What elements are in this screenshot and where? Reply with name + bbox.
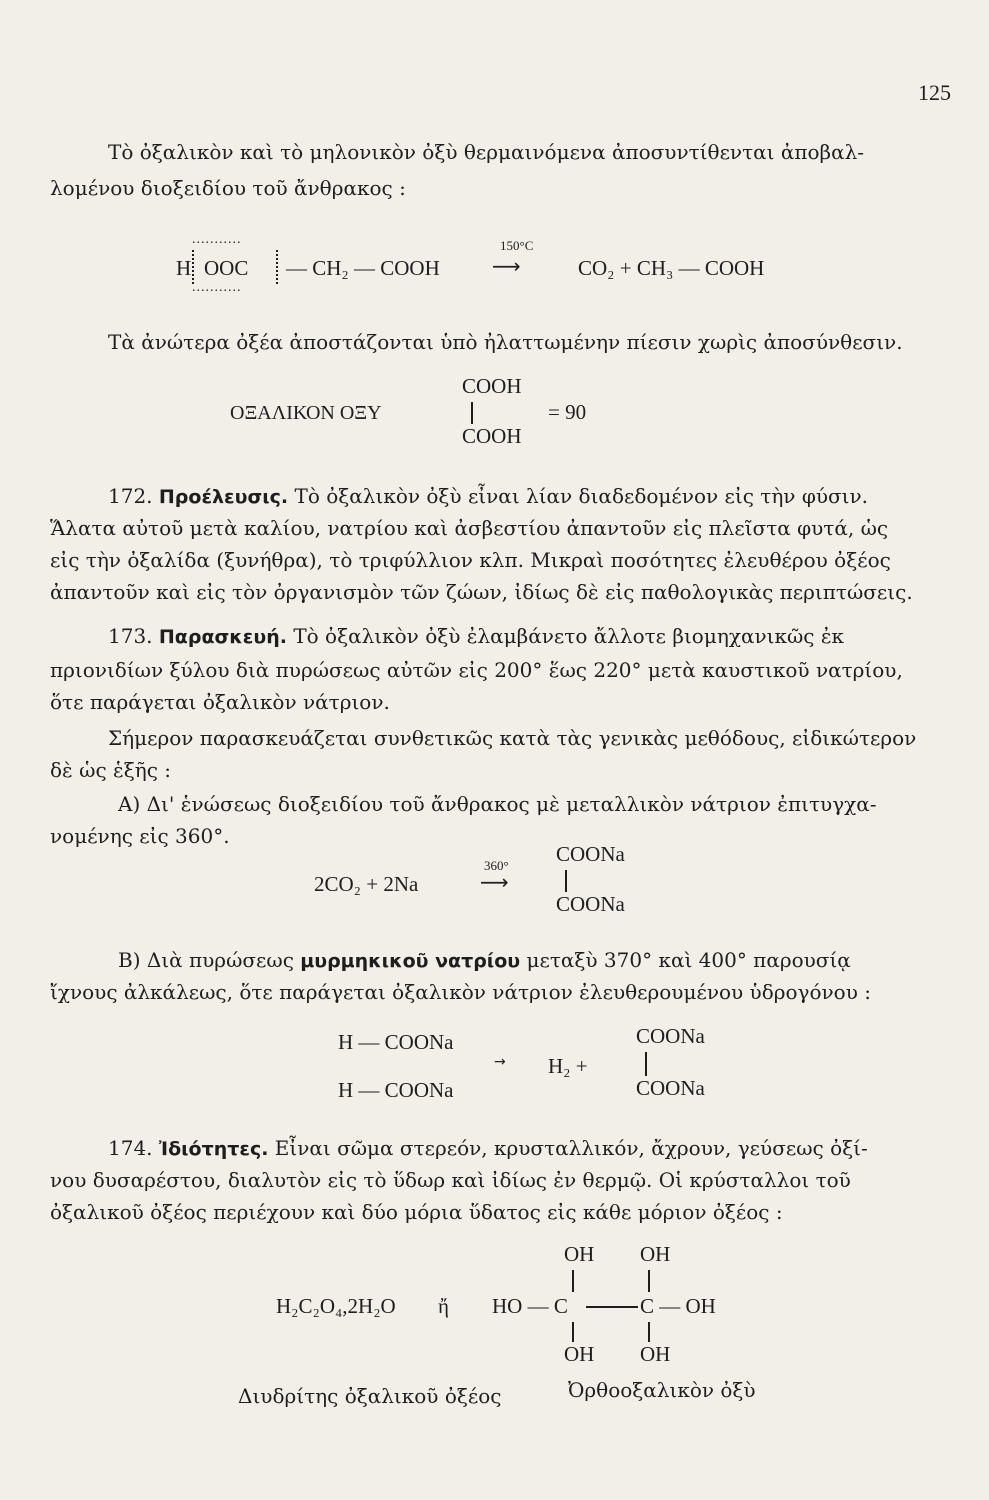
hydrate-oh-bottom-right: OH — [640, 1342, 671, 1366]
section-173-line-2: πριονιδίων ξύλου διὰ πυρώσεως αὐτῶν εἰς 200° ἕως 220° μετὰ καυστικοῦ νατρίου, — [50, 658, 903, 682]
section-172-line-4: ἀπαντοῦν καὶ εἰς τὸν ὀργανισμὸν τῶν ζώων, ἰδίως δὲ εἰς παθολογικὰς περιπτώσεις. — [50, 580, 913, 604]
hydrate-or: ἤ — [438, 1294, 449, 1318]
section-174-line-1 — [108, 1132, 868, 1165]
reaction1-products: CO₂ + CH₃ — COOH — [578, 256, 765, 280]
section-174-line-3: ὀξαλικοῦ ὀξέος περιέχουν καὶ δύο μόρια ὕδατος εἰς κάθε μόριον ὀξέος : — [50, 1200, 783, 1224]
method-b-bold: μυρμηκικοῦ νατρίου — [300, 950, 521, 972]
reaction3-arrow: → — [494, 1054, 506, 1070]
oxalic-acid-name: ΟΞΑΛΙΚΟΝ ΟΞΥ — [230, 402, 382, 424]
hydrate-ho-c: HO — C — [492, 1294, 568, 1318]
section-174-line-2: νου δυσαρέστου, διαλυτὸν εἰς τὸ ὕδωρ καὶ ἰδίως ἐν θερμῷ. Οἱ κρύσταλλοι τοῦ — [50, 1168, 851, 1192]
section-173-number: 173. — [108, 624, 153, 648]
reaction2-coona-bottom: COONa — [556, 892, 625, 916]
reaction3-left-bottom: H — COONa — [338, 1078, 454, 1102]
reaction1-arrow: ⟶ — [492, 254, 521, 278]
section-172-line-1 — [108, 480, 868, 513]
hydrate-oh-top-left: OH — [564, 1242, 595, 1266]
reaction2-coona-top: COONa — [556, 842, 625, 866]
method-a-line-2: νομένης εἰς 360°. — [50, 824, 230, 848]
method-a-line-1: Α) Δι' ἑνώσεως διοξειδίου τοῦ ἄνθρακος μὲ μεταλλικὸν νάτριον ἐπιτυγχα- — [118, 792, 877, 816]
reaction3-h2: H₂ + — [548, 1054, 588, 1078]
reaction2-condition: 360° — [484, 858, 509, 873]
hydrate-cc-bond — [586, 1306, 638, 1308]
hydrate-oh-bottom-left: OH — [564, 1342, 595, 1366]
reaction3-bond — [645, 1052, 647, 1076]
reaction3-coona-top: COONa — [636, 1024, 705, 1048]
section-174-title: Ἰδιότητες. — [158, 1138, 269, 1160]
reaction1-rest: — CH₂ — COOH — [286, 256, 440, 280]
oxalic-cooh-top: COOH — [462, 374, 522, 398]
reaction1-ooc: OOC — [204, 256, 249, 280]
method-b-prefix: Β) Διὰ πυρώσεως — [118, 948, 294, 972]
higher-acids-text: Τὰ ἀνώτερα ὀξέα ἀποστάζονται ὑπὸ ἠλαττωμένην πίεσιν χωρὶς ἀποσύνθεσιν. — [108, 330, 903, 354]
hydrate-c-oh: C — OH — [640, 1294, 716, 1318]
section-173-line-1 — [108, 620, 844, 653]
reaction1-dots-bottom: ........... — [192, 280, 242, 295]
reaction1-dots-top: ........... — [192, 232, 242, 247]
reaction2-reactants: 2CO₂ + 2Na — [314, 872, 419, 896]
section-173-text-1: Τὸ ὀξαλικὸν ὀξὺ ἐλαμβάνετο ἄλλοτε βιομηχανικῶς ἐκ — [293, 624, 845, 648]
section-173-line-5: δὲ ὡς ἑξῆς : — [50, 758, 172, 782]
hydrate-formula: H₂C₂O₄,2H₂O — [276, 1294, 396, 1318]
reaction1-dotted-right — [276, 250, 278, 284]
section-173-title: Παρασκευή. — [158, 626, 287, 648]
reaction3-coona-bottom: COONa — [636, 1076, 705, 1100]
section-172-line-3: εἰς τὴν ὀξαλίδα (ξυνήθρα), τὸ τριφύλλιον κλπ. Μικραὶ ποσότητες ἐλευθέρου ὀξέος — [50, 548, 891, 572]
page-number: 125 — [918, 80, 951, 105]
hydrate-bond-bottom-left — [572, 1322, 574, 1342]
hydrate-label-left: Διυδρίτης ὀξαλικοῦ ὀξέος — [238, 1384, 502, 1408]
method-b-line-2: ἴχνους ἀλκάλεως, ὅτε παράγεται ὀξαλικὸν νάτριον ἐλευθερουμένου ὑδρογόνου : — [50, 980, 871, 1004]
hydrate-bond-bottom-right — [648, 1322, 650, 1342]
hydrate-label-right: Ὀρθοοξαλικὸν ὀξὺ — [568, 1378, 756, 1402]
method-b-suffix: μεταξὺ 370° καὶ 400° παρουσίᾳ — [526, 948, 851, 972]
reaction1-h: H — [176, 256, 192, 280]
reaction1-dotted-left — [192, 250, 194, 284]
intro-line-1: Τὸ ὀξαλικὸν καὶ τὸ μηλονικὸν ὀξὺ θερμαινόμενα ἀποσυντίθενται ἀποβαλ- — [108, 140, 865, 164]
section-173-line-4: Σήμερον παρασκευάζεται συνθετικῶς κατὰ τὰς γενικὰς μεθόδους, εἰδικώτερον — [108, 726, 917, 750]
section-174-text-1: Εἶναι σῶμα στερεόν, κρυσταλλικόν, ἄχρουν, γεύσεως ὀξί- — [274, 1136, 868, 1160]
section-172-number: 172. — [108, 484, 153, 508]
section-172-title: Προέλευσις. — [158, 486, 289, 508]
hydrate-bond-top-right — [648, 1270, 650, 1292]
reaction2-bond — [565, 870, 567, 892]
hydrate-bond-top-left — [572, 1270, 574, 1292]
intro-line-2: λομένου διοξειδίου τοῦ ἄνθρακος : — [50, 176, 406, 200]
section-173-line-3: ὅτε παράγεται ὀξαλικὸν νάτριον. — [50, 690, 390, 714]
reaction2-arrow: ⟶ — [480, 870, 509, 894]
hydrate-oh-top-right: OH — [640, 1242, 671, 1266]
reaction1-condition: 150°C — [500, 238, 534, 253]
method-b-line-1 — [118, 944, 851, 977]
oxalic-cooh-bottom: COOH — [462, 424, 522, 448]
section-174-number: 174. — [108, 1136, 153, 1160]
oxalic-molecular-weight: = 90 — [548, 400, 587, 424]
section-172-text-1: Τὸ ὀξαλικὸν ὀξὺ εἶναι λίαν διαδεδομένον εἰς τὴν φύσιν. — [294, 484, 868, 508]
reaction3-left-top: H — COONa — [338, 1030, 454, 1054]
section-172-line-2: Ἅλατα αὐτοῦ μετὰ καλίου, νατρίου καὶ ἀσβεστίου ἀπαντοῦν εἰς πλεῖστα φυτά, ὡς — [50, 516, 889, 540]
oxalic-bond — [471, 402, 473, 424]
